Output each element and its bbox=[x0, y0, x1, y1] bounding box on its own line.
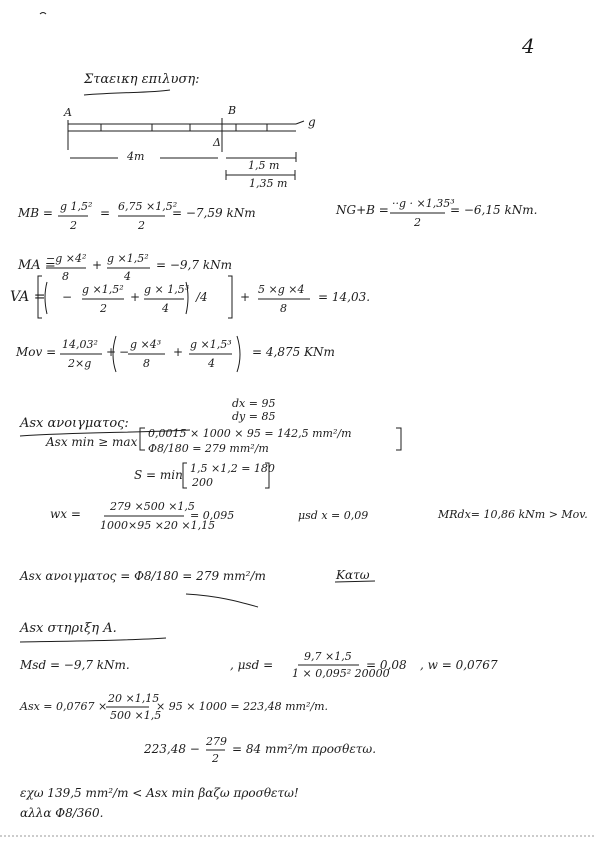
extra-rhs: = 84 mm²/m προσθετω. bbox=[232, 742, 377, 756]
mov-rhs: = 4,875 KNm bbox=[252, 345, 335, 359]
mgb-num: ··g · ×1,35³ bbox=[392, 197, 455, 210]
mov-f1-num: 14,03² bbox=[62, 338, 98, 351]
va-f2-num: g × 1,5³ bbox=[144, 283, 190, 296]
dx-value: dx = 95 bbox=[232, 397, 276, 410]
mov-plus: + bbox=[106, 345, 117, 359]
label-A: A bbox=[64, 106, 72, 119]
asx-span-note: Κατω bbox=[336, 568, 370, 582]
s-lhs: S = min bbox=[134, 468, 183, 482]
musd-lhs: , μsd = bbox=[230, 658, 274, 672]
asx-support-rhs: × 95 × 1000 = 223,48 mm²/m. bbox=[156, 700, 329, 713]
extra-num: 279 bbox=[206, 735, 227, 748]
s-l2: 200 bbox=[192, 476, 213, 489]
mov-f3-den: 4 bbox=[208, 357, 215, 370]
label-B: B bbox=[228, 104, 237, 117]
extra-lhs: 223,48 − bbox=[144, 742, 200, 756]
asx-support-heading: Asx στηριξη A. bbox=[20, 621, 117, 636]
va-f3-num: 5 ×g ×4 bbox=[258, 283, 305, 296]
span-right: 1,5 m bbox=[248, 159, 280, 172]
w-value: , w = 0,0767 bbox=[420, 658, 498, 672]
ma-rhs: = −9,7 kNm bbox=[156, 258, 232, 272]
musd-value: μsd x = 0,09 bbox=[298, 509, 369, 522]
ma-lhs: MA = bbox=[18, 258, 56, 273]
mb-lhs: MB = bbox=[18, 206, 53, 220]
asx-support-den: 500 ×1,5 bbox=[110, 709, 162, 722]
ma-f2-den: 4 bbox=[124, 270, 131, 283]
asx-support-lhs: Asx = 0,0767 × bbox=[20, 700, 108, 713]
va-f1-den: 2 bbox=[100, 302, 107, 315]
va-rhs: = 14,03. bbox=[318, 290, 371, 304]
s-l1: 1,5 ×1,2 = 180 bbox=[190, 462, 275, 475]
asx-span-result: Asx ανοιγματος = Φ8/180 = 279 mm²/m bbox=[20, 569, 266, 583]
wx-lhs: wx = bbox=[50, 507, 81, 521]
mb-rhs: = −7,59 kNm bbox=[172, 206, 256, 220]
mb-f1-num: g 1,5² bbox=[60, 200, 93, 213]
ma-plus: + bbox=[92, 258, 103, 272]
mov-f1-den: 2×g bbox=[68, 357, 92, 370]
musd-rhs: = 0,08 bbox=[366, 658, 407, 672]
va-f2-den: 4 bbox=[162, 302, 169, 315]
msd-value: Msd = −9,7 kNm. bbox=[20, 658, 130, 672]
va-f3-den: 8 bbox=[280, 302, 287, 315]
mov-plus2: + bbox=[173, 345, 184, 359]
mov-f3-num: g ×1,5³ bbox=[190, 338, 232, 351]
dy-value: dy = 85 bbox=[232, 410, 276, 423]
ma-f2-num: g ×1,5² bbox=[107, 252, 149, 265]
wx-den: 1000×95 ×20 ×1,15 bbox=[100, 519, 216, 532]
load-arrow bbox=[296, 121, 304, 124]
musd-num: 9,7 ×1,5 bbox=[304, 650, 352, 663]
asx-min-lhs: Asx min ≥ max bbox=[46, 435, 138, 449]
asx-span-heading: Asx ανοιγματος: bbox=[20, 416, 129, 431]
asx-support-num: 20 ×1,15 bbox=[108, 692, 160, 705]
support-line2: αλλα Φ8/360. bbox=[20, 806, 104, 820]
ma-f1-den: 8 bbox=[62, 270, 69, 283]
heading-static: Σταεικη επιλυση: bbox=[84, 72, 200, 87]
asx-min-l2: Φ8/180 = 279 mm²/m bbox=[148, 442, 269, 455]
mb-f1-den: 2 bbox=[70, 219, 77, 232]
mgb-den: 2 bbox=[414, 216, 421, 229]
label-delta: Δ bbox=[213, 136, 221, 149]
mrdx-value: MRdx= 10,86 kNm > Mov. bbox=[438, 508, 588, 521]
mb-mid: = bbox=[100, 206, 111, 220]
mgb-rhs: = −6,15 kNm. bbox=[450, 203, 538, 217]
mov-lhs: Mov = bbox=[16, 345, 57, 359]
span-total: 1,35 m bbox=[249, 177, 288, 190]
heading-underline bbox=[84, 90, 170, 95]
extra-den: 2 bbox=[212, 752, 219, 765]
span-left: 4m bbox=[127, 150, 145, 163]
asx-min-l1: 0,0015 × 1000 × 95 = 142,5 mm²/m bbox=[148, 427, 352, 440]
mov-f2-num: g ×4³ bbox=[130, 338, 162, 351]
musd-den: 1 × 0,095² 20000 bbox=[292, 667, 390, 680]
va-lhs: VA = bbox=[10, 289, 46, 305]
va-plus: + bbox=[240, 290, 251, 304]
va-f1-num: g ×1,5² bbox=[82, 283, 124, 296]
mov-minus: − bbox=[119, 345, 130, 359]
va-minus: − bbox=[62, 290, 73, 304]
mb-f2-den: 2 bbox=[138, 219, 145, 232]
support-line1: εχω 139,5 mm²/m < Asx min βαζω προσθετω! bbox=[20, 786, 299, 800]
va-div: /4 bbox=[196, 290, 208, 304]
va-plus-inner: + bbox=[130, 290, 141, 304]
wx-rhs: = 0,095 bbox=[190, 509, 235, 522]
wx-num: 279 ×500 ×1,5 bbox=[110, 500, 195, 513]
label-g: g bbox=[308, 115, 316, 129]
mgb-lhs: NG+B = bbox=[336, 203, 389, 217]
corner-mark bbox=[40, 13, 46, 15]
mov-f2-den: 8 bbox=[143, 357, 150, 370]
page-number: 4 bbox=[522, 34, 535, 58]
mb-f2-num: 6,75 ×1,5² bbox=[118, 200, 178, 213]
ma-f1-num: −g ×4² bbox=[46, 252, 87, 265]
